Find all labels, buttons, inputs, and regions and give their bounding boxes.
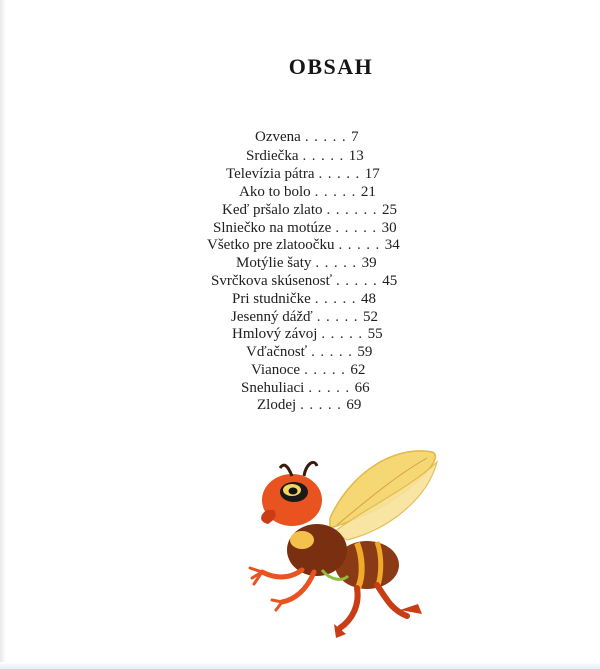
scan-edge-left <box>0 0 6 669</box>
toc-entry[interactable] <box>213 219 397 237</box>
toc-entry[interactable] <box>257 396 361 414</box>
toc-entry[interactable] <box>241 379 370 397</box>
toc-entry-page: 21 <box>360 184 376 200</box>
leader-dots: ..... <box>308 380 355 396</box>
leader-dots: ..... <box>304 129 352 145</box>
leader-dots: ..... <box>314 184 361 200</box>
toc-entry-page: 30 <box>381 220 397 236</box>
wasp-eye-pupil <box>289 488 298 495</box>
toc-entry-title: Svrčkova skúsenosť <box>211 273 332 289</box>
leader-dots: ..... <box>315 255 362 271</box>
toc-entry-page: 66 <box>354 380 370 396</box>
toc-entry-title: Vďačnosť <box>246 344 308 360</box>
wasp-antenna <box>304 462 317 476</box>
leader-dots: ..... <box>300 397 347 413</box>
toc-entry-page: 69 <box>346 397 362 413</box>
toc-entry-page: 7 <box>351 129 359 145</box>
leader-dots: ..... <box>321 326 368 342</box>
toc-entry-page: 34 <box>384 237 400 253</box>
toc-entry[interactable] <box>251 361 365 379</box>
toc-entry[interactable] <box>231 308 378 326</box>
leader-dots: ..... <box>304 362 351 378</box>
toc-entry[interactable] <box>226 165 380 183</box>
toc-entry-page: 52 <box>363 309 379 325</box>
wasp-leg <box>262 570 302 577</box>
toc-entry[interactable] <box>222 201 397 219</box>
toc-entry-title: Televízia pátra <box>226 166 315 182</box>
wasp-snout <box>261 510 275 524</box>
toc-entry[interactable] <box>255 128 359 146</box>
toc-entry-title: Keď pršalo zlato <box>222 202 323 218</box>
toc-entry-title: Motýlie šaty <box>236 255 312 271</box>
toc-entry-page: 62 <box>350 362 366 378</box>
toc-entry-page: 17 <box>364 166 380 182</box>
toc-entry-title: Jesenný dážď <box>231 309 313 325</box>
toc-entry[interactable] <box>246 343 372 361</box>
leader-dots: ..... <box>311 344 358 360</box>
toc-entry-title: Pri studničke <box>232 291 311 307</box>
toc-entry[interactable] <box>239 183 376 201</box>
toc-entry[interactable] <box>232 325 383 343</box>
toc-entry[interactable] <box>232 290 376 308</box>
toc-entry-title: Ozvena <box>255 129 301 145</box>
leader-dots: ..... <box>316 309 364 325</box>
toc-entry-title: Ako to bolo <box>239 184 311 200</box>
wasp-leg <box>340 588 358 628</box>
toc-entry-page: 48 <box>361 291 376 307</box>
toc-entry[interactable] <box>207 236 400 254</box>
leader-dots: ...... <box>326 202 382 218</box>
toc-entry-page: 45 <box>382 273 398 289</box>
leader-dots: ..... <box>335 273 383 289</box>
toc-entry-title: Zlodej <box>257 397 297 413</box>
toc-entry-title: Srdiečka <box>246 148 299 164</box>
leader-dots: ..... <box>314 291 361 307</box>
toc-entry-title: Hmlový závoj <box>232 326 318 342</box>
toc-entry-page: 59 <box>357 344 373 360</box>
wasp-leg <box>377 585 407 616</box>
toc-entry-title: Vianoce <box>251 362 301 378</box>
toc-entry-page: 13 <box>348 148 364 164</box>
scan-edge-bottom <box>0 662 600 669</box>
wasp-antenna <box>280 465 292 476</box>
toc-entry-title: Snehuliaci <box>241 380 305 396</box>
wasp-leg-claw <box>250 568 262 584</box>
toc-entry-page: 55 <box>367 326 383 342</box>
wasp-thorax-spot <box>290 531 314 549</box>
wasp-thorax <box>287 524 347 576</box>
leader-dots: ..... <box>318 166 365 182</box>
toc-entry[interactable] <box>211 272 397 290</box>
toc-entry-title: Všetko pre zlatoočku <box>207 237 335 253</box>
toc-entry[interactable] <box>236 254 377 272</box>
wasp-leg-claw <box>272 600 282 610</box>
toc-entry-page: 39 <box>361 255 377 271</box>
leader-dots: ..... <box>302 148 349 164</box>
wasp-illustration <box>222 440 452 640</box>
leader-dots: ..... <box>335 220 382 236</box>
toc-entry-title: Slniečko na motúze <box>213 220 332 236</box>
toc-entry[interactable] <box>246 147 364 165</box>
page-title: OBSAH <box>288 54 374 79</box>
leader-dots: ..... <box>338 237 385 253</box>
toc-entry-page: 25 <box>382 202 397 218</box>
